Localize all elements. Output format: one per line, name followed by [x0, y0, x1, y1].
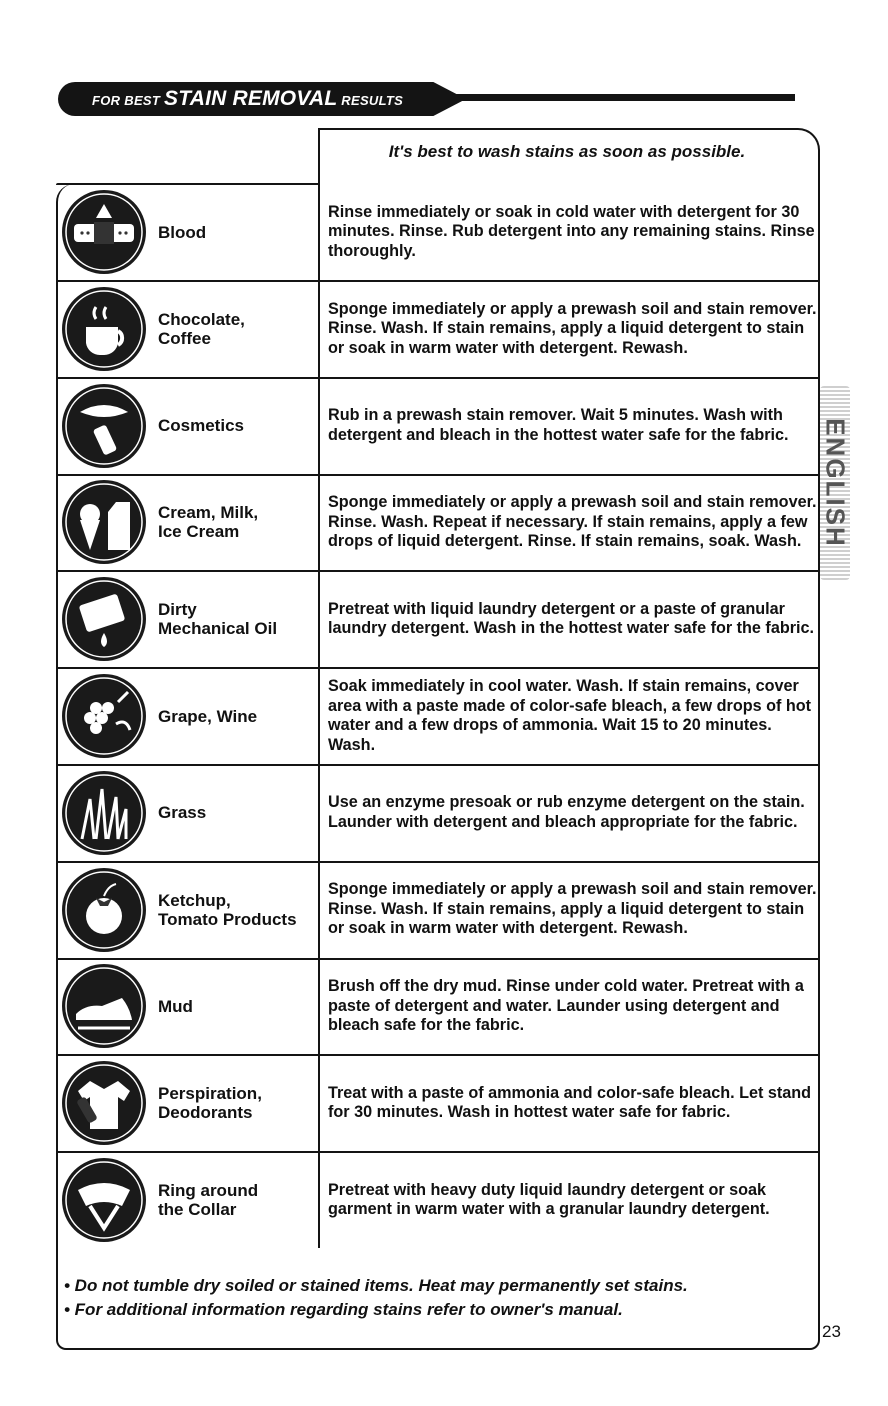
stain-row — [58, 474, 818, 572]
column-divider — [318, 668, 320, 764]
collar-icon — [60, 1156, 148, 1244]
stain-row — [58, 862, 818, 960]
banner-prefix: FOR BEST — [92, 93, 165, 108]
column-divider — [318, 1152, 320, 1248]
stain-row — [58, 765, 818, 863]
stain-name: Chocolate, Coffee — [158, 309, 245, 348]
coffee-cup-icon — [60, 285, 148, 373]
footer-notes — [64, 1274, 804, 1322]
column-divider — [318, 184, 320, 280]
language-tab — [820, 386, 850, 580]
stain-name: Cosmetics — [158, 416, 244, 436]
banner-rule — [450, 94, 795, 101]
stain-instructions: Sponge immediately or apply a prewash soil and stain remover. Rinse. Wash. Repeat if necessary. If stain remains, apply a few drops of liquid detergent. Rinse. If stain remains, soak. Wash. — [328, 493, 817, 551]
grass-icon — [60, 769, 148, 857]
stain-row — [58, 281, 818, 379]
bandage-icon — [60, 188, 148, 276]
stain-instructions: Rinse immediately or soak in cold water with detergent for 30 minutes. Rinse. Rub detergent into any remaining stains. Rinse thoroughly. — [328, 202, 815, 260]
deodorant-shirt-icon — [60, 1059, 148, 1147]
column-divider — [318, 958, 320, 1054]
stain-instructions: Use an enzyme presoak or rub enzyme detergent on the stain. Launder with detergent and bleach appropriate for the fabric. — [328, 793, 805, 831]
stain-row — [58, 571, 818, 669]
stain-row — [58, 1152, 818, 1248]
note-line: • For additional information regarding stains refer to owner's manual. — [64, 1300, 623, 1319]
banner-suffix: RESULTS — [337, 93, 404, 108]
oil-can-icon — [60, 575, 148, 663]
stain-name: Grape, Wine — [158, 706, 258, 726]
stain-row — [58, 1055, 818, 1153]
banner-title — [92, 84, 403, 114]
ice-cream-milk-icon — [60, 478, 148, 566]
note-line: • Do not tumble dry soiled or stained items. Heat may permanently set stains. — [64, 1276, 688, 1295]
stain-name: Blood — [158, 222, 207, 242]
mud-shoe-icon — [60, 962, 148, 1050]
banner-main: STAIN REMOVAL — [164, 87, 338, 110]
stain-name: Cream, Milk, Ice Cream — [158, 503, 259, 542]
stain-name: Ketchup, Tomato Products — [158, 890, 297, 929]
column-divider — [318, 862, 320, 958]
stain-table — [56, 184, 820, 1350]
column-divider — [318, 1055, 320, 1151]
stain-row — [58, 184, 818, 282]
language-tab-label: ENGLISH — [820, 418, 851, 548]
stain-row — [58, 378, 818, 476]
grapes-icon — [60, 672, 148, 760]
column-divider — [318, 281, 320, 377]
stain-instructions: Rub in a prewash stain remover. Wait 5 minutes. Wash with detergent and bleach in the hottest water safe for the fabric. — [328, 406, 789, 444]
lipstick-icon — [60, 382, 148, 470]
column-divider — [318, 765, 320, 861]
stain-name: Mud — [158, 996, 193, 1016]
stain-instructions: Sponge immediately or apply a prewash soil and stain remover. Rinse. Wash. If stain remains, apply a liquid detergent to stain or soak in warm water with detergent. Rewash. — [328, 299, 817, 357]
column-divider — [318, 378, 320, 474]
column-divider — [318, 474, 320, 570]
page-number: 23 — [822, 1322, 841, 1341]
stain-instructions: Treat with a paste of ammonia and color-safe bleach. Let stand for 30 minutes. Wash in hottest water safe for fabric. — [328, 1083, 812, 1122]
stain-row — [58, 668, 818, 766]
stain-instructions: Sponge immediately or apply a prewash soil and stain remover. Rinse. Wash. If stain remains, apply a liquid detergent to stain or soak in warm water with detergent. Rewash. — [328, 880, 817, 938]
stain-instructions: Pretreat with liquid laundry detergent or a paste of granular laundry detergent. Wash in the hottest water safe for the fabric. — [328, 599, 815, 638]
stain-instructions: Brush off the dry mud. Rinse under cold water. Pretreat with a paste of detergent and water. Launder using detergent and bleach safe for the fabric. — [328, 977, 804, 1035]
stain-name: Ring around the Collar — [158, 1181, 259, 1219]
stain-instructions: Soak immediately in cool water. Wash. If stain remains, cover area with a paste made of color-safe bleach, a few drops of hot water and a few drops of ammonia. Wait 15 to 20 minutes. Wash. — [328, 677, 812, 754]
stain-name: Perspiration, Deodorants — [158, 1084, 262, 1123]
stain-instructions: Pretreat with heavy duty liquid laundry detergent or soak garment in warm water with a granular laundry detergent. — [328, 1180, 770, 1218]
stain-row — [58, 958, 818, 1056]
stain-name: Dirty Mechanical Oil — [158, 600, 278, 639]
intro-text: It's best to wash stains as soon as possible. — [388, 142, 746, 161]
column-divider — [318, 571, 320, 667]
stain-name: Grass — [158, 803, 207, 823]
tomato-icon — [60, 866, 148, 954]
